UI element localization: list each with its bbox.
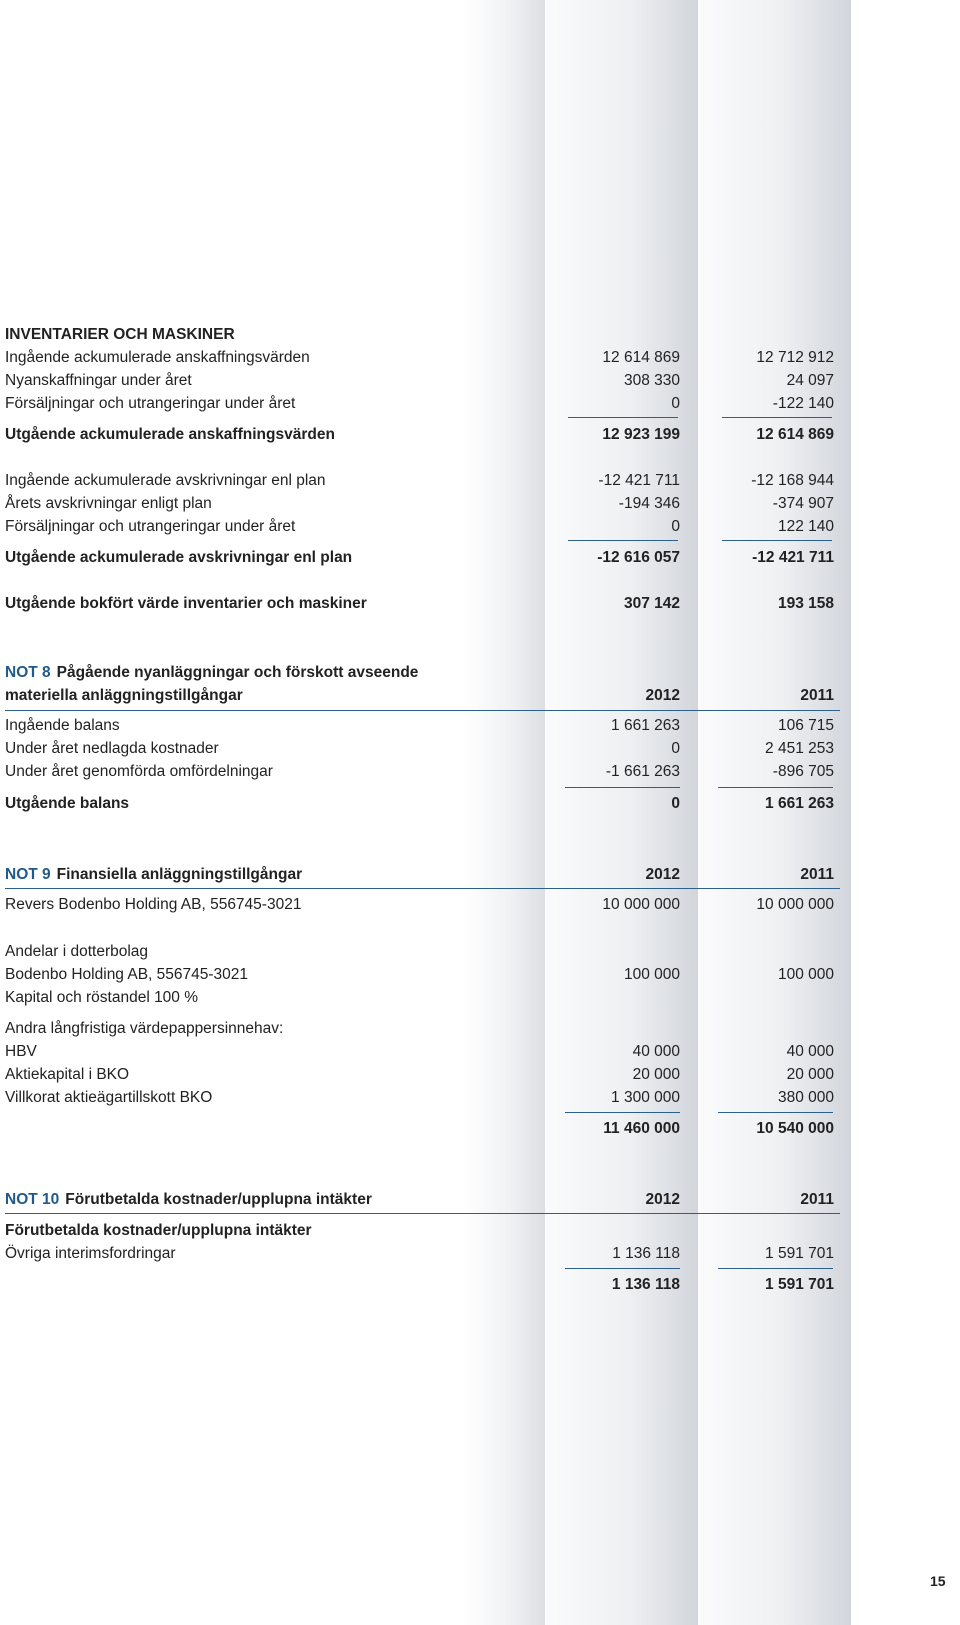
year-header: 2011 bbox=[800, 1191, 834, 1208]
sum-rule bbox=[568, 417, 678, 418]
table-row: Kapital och röstandel 100 % bbox=[5, 989, 199, 1006]
total-row: Utgående ackumulerade avskrivningar enl plan -12 616 057 -12 421 711 bbox=[5, 549, 834, 566]
sum-rule bbox=[565, 1268, 680, 1269]
sum-rule bbox=[718, 1268, 833, 1269]
subheading: Andra långfristiga värdepappersinnehav: bbox=[5, 1020, 284, 1037]
table-row: Aktiekapital i BKO 20 000 20 000 bbox=[5, 1066, 834, 1083]
total-row: Utgående balans 0 1 661 263 bbox=[5, 795, 834, 812]
table-row: HBV 40 000 40 000 bbox=[5, 1043, 834, 1060]
total-row: Utgående ackumulerade anskaffningsvärden 12 923 199 12 614 869 bbox=[5, 426, 834, 443]
sum-rule bbox=[718, 1112, 833, 1113]
sum-rule bbox=[565, 787, 680, 788]
sum-rule bbox=[722, 417, 832, 418]
note-number: NOT 8 bbox=[5, 664, 51, 681]
year-header: 2011 bbox=[800, 866, 834, 883]
subheading: Andelar i dotterbolag bbox=[5, 943, 149, 960]
table-row: Under året nedlagda kostnader 0 2 451 253 bbox=[5, 740, 834, 757]
note-rule bbox=[5, 888, 840, 889]
sum-rule bbox=[722, 540, 832, 541]
sum-rule bbox=[718, 787, 833, 788]
table-row: Försäljningar och utrangeringar under året 0 -122 140 bbox=[5, 395, 834, 412]
sum-rule bbox=[568, 540, 678, 541]
note-number: NOT 10 bbox=[5, 1191, 60, 1208]
note-heading: NOT 8 Pågående nyanläggningar och förskott avseende bbox=[5, 664, 419, 681]
table-row: Övriga interimsfordringar 1 136 118 1 591 701 bbox=[5, 1245, 834, 1262]
table-row: Försäljningar och utrangeringar under året 0 122 140 bbox=[5, 518, 834, 535]
note-rule bbox=[5, 1213, 840, 1214]
table-row: Revers Bodenbo Holding AB, 556745-3021 10 000 000 10 000 000 bbox=[5, 896, 834, 913]
year-header: 2011 bbox=[800, 687, 834, 704]
table-row: Bodenbo Holding AB, 556745-3021 100 000 100 000 bbox=[5, 966, 834, 983]
total-row: Utgående bokfört värde inventarier och maskiner 307 142 193 158 bbox=[5, 595, 834, 612]
year-header: 2012 bbox=[645, 687, 680, 704]
year-header: 2012 bbox=[645, 1191, 680, 1208]
note-number: NOT 9 bbox=[5, 866, 51, 883]
section-heading: INVENTARIER OCH MASKINER bbox=[5, 326, 235, 343]
note-heading: NOT 10 Förutbetalda kostnader/upplupna intäkter 2012 2011 bbox=[5, 1189, 840, 1211]
year-header: 2012 bbox=[645, 866, 680, 883]
table-row: Ingående ackumulerade avskrivningar enl plan -12 421 711 -12 168 944 bbox=[5, 472, 834, 489]
table-row: Nyanskaffningar under året 308 330 24 097 bbox=[5, 372, 834, 389]
subheading: Förutbetalda kostnader/upplupna intäkter bbox=[5, 1222, 312, 1239]
note-rule bbox=[5, 710, 840, 711]
sum-rule bbox=[565, 1112, 680, 1113]
table-row: Årets avskrivningar enligt plan -194 346 -374 907 bbox=[5, 495, 834, 512]
table-row: Ingående balans 1 661 263 106 715 bbox=[5, 717, 834, 734]
table-row: Villkorat aktieägartillskott BKO 1 300 000 380 000 bbox=[5, 1089, 834, 1106]
page-number: 15 bbox=[930, 1573, 946, 1589]
table-row: Under året genomförda omfördelningar -1 661 263 -896 705 bbox=[5, 763, 834, 780]
note-heading: NOT 9 Finansiella anläggningstillgångar 2012 2011 bbox=[5, 864, 840, 886]
total-row: 1 136 118 1 591 701 bbox=[611, 1276, 834, 1293]
table-row: Ingående ackumulerade anskaffningsvärden 12 614 869 12 712 912 bbox=[5, 349, 834, 366]
total-row: 11 460 000 10 540 000 bbox=[603, 1120, 834, 1137]
note-heading: materiella anläggningstillgångar 2012 2011 bbox=[5, 685, 840, 707]
